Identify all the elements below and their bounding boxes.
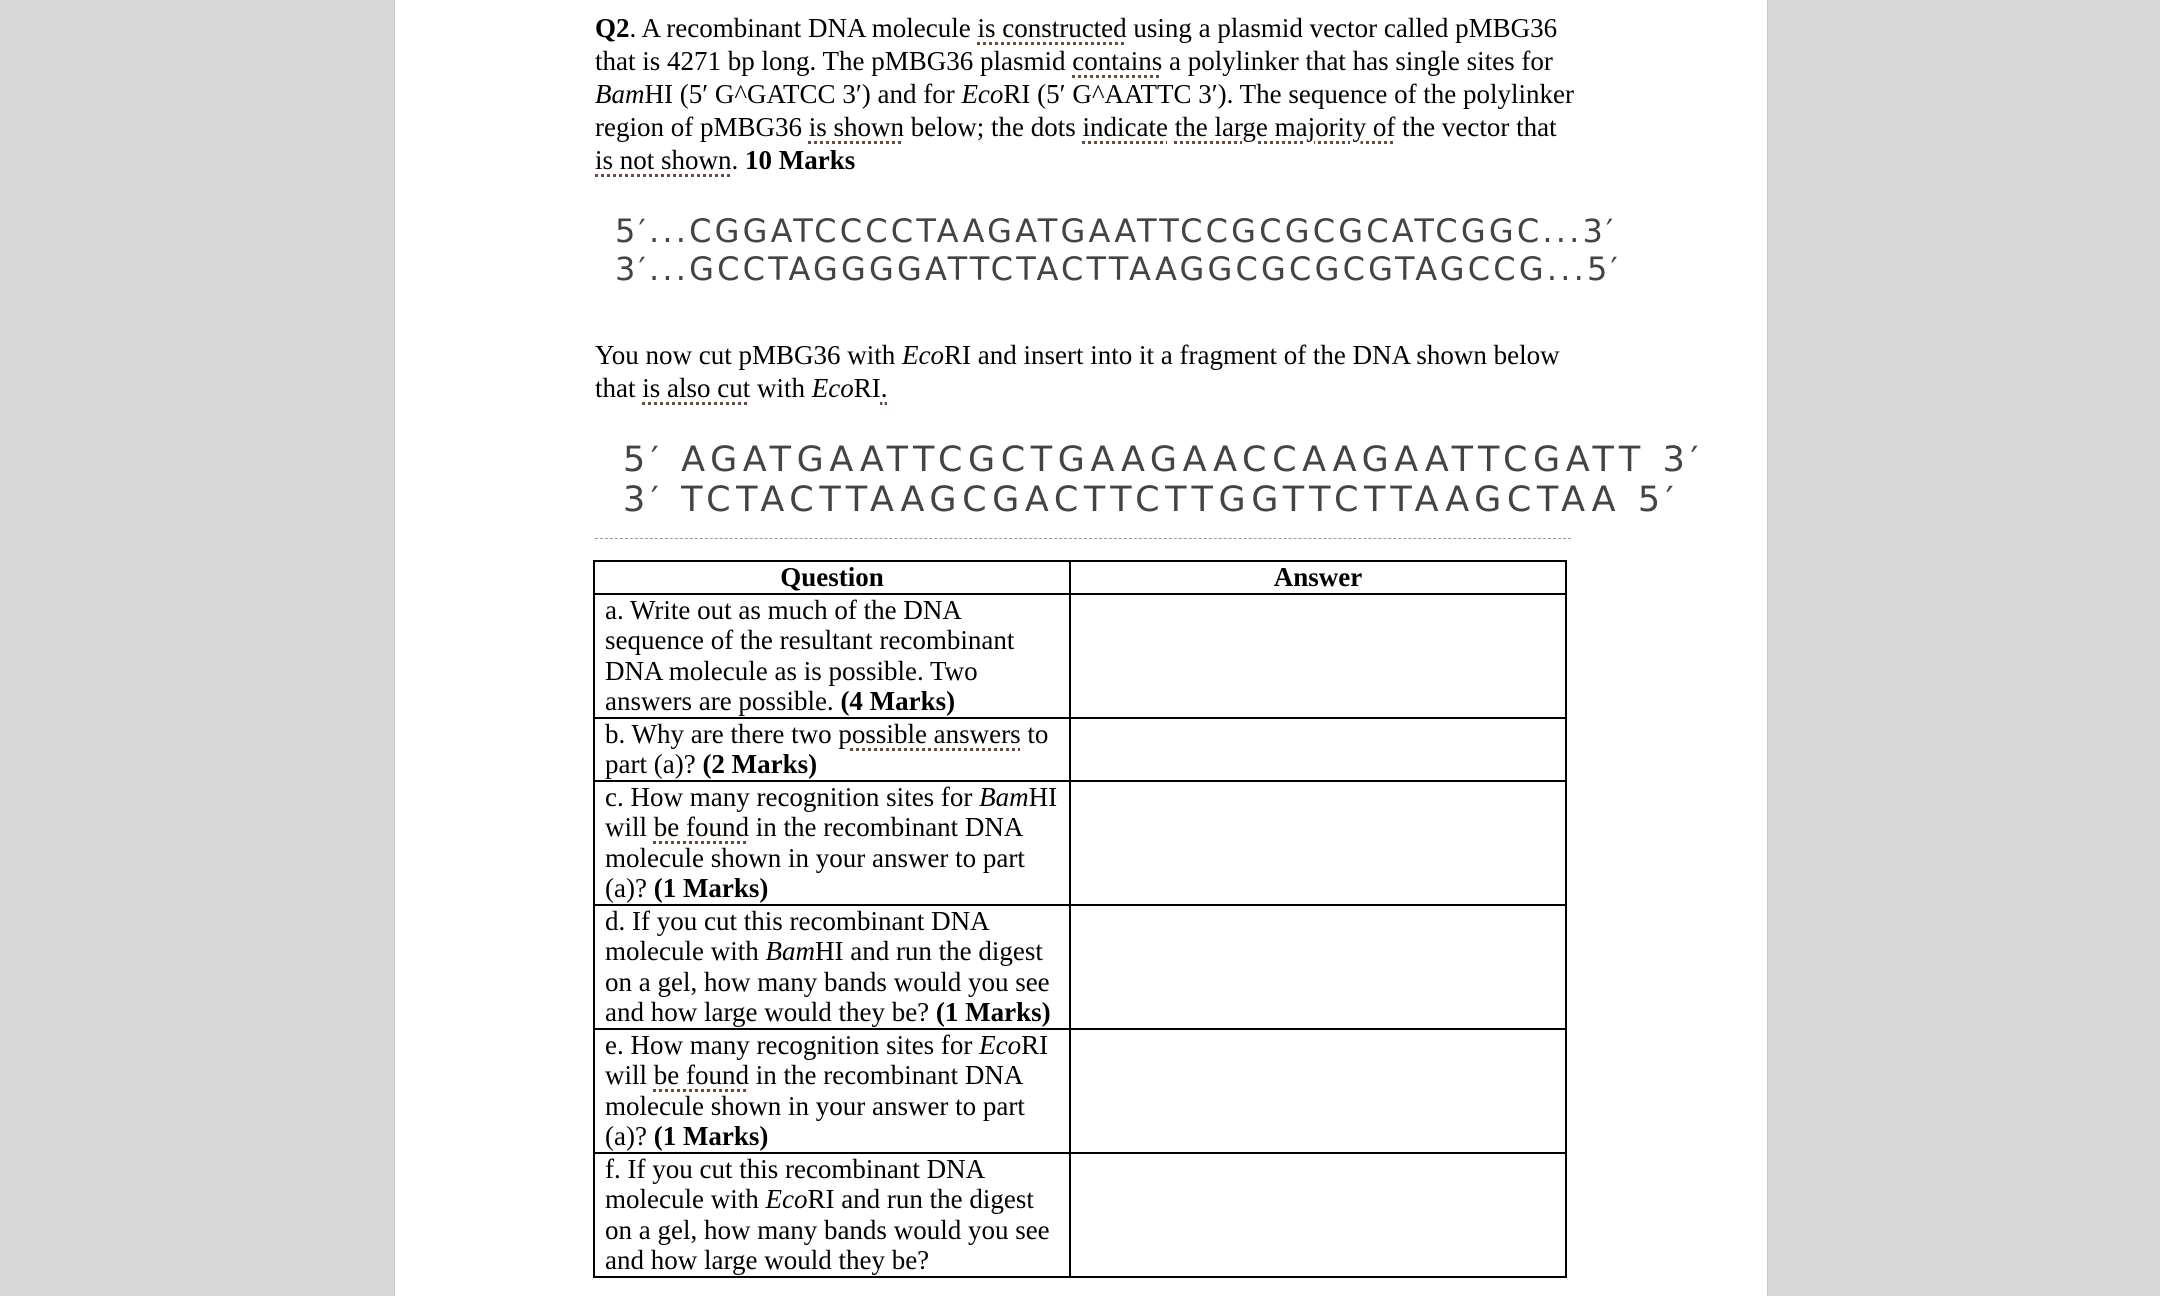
question-cell-c — [594, 781, 1070, 905]
table-header-row — [594, 561, 1566, 594]
grammar-flag[interactable]: is not shown — [595, 145, 732, 175]
table-row — [594, 1029, 1566, 1153]
cut-instruction-paragraph — [595, 339, 1575, 405]
marks-label: (2 Marks) — [702, 749, 818, 779]
marks-label: (4 Marks) — [840, 686, 956, 716]
polylinker-top-strand: 5′...CGGATCCCCTAAGATGAATTCCGCGCGCATCGGC...3′ — [615, 212, 1617, 250]
enzyme-italic: Eco — [979, 1029, 1022, 1060]
insert-fragment-sequence — [623, 440, 1704, 520]
polylinker-sequence — [615, 212, 1621, 288]
cut-text: You now cut pMBG36 with — [595, 340, 903, 370]
grammar-flag[interactable]: be found — [653, 812, 749, 842]
question-text: RI will — [605, 1029, 1049, 1090]
table-row — [594, 1153, 1566, 1277]
answer-cell-d[interactable] — [1070, 905, 1566, 1029]
intro-text: . A recombinant DNA molecule — [629, 13, 978, 43]
answer-cell-e[interactable] — [1070, 1029, 1566, 1153]
question-cell-d — [594, 905, 1070, 1029]
polylinker-bottom-strand: 3′...GCCTAGGGGATTCTACTTAAGGCGCGCGTAGCCG...5′ — [615, 250, 1621, 288]
question-text: HI will — [605, 781, 1058, 842]
grammar-flag[interactable]: be found — [653, 1060, 749, 1090]
intro-text: RI (5′ G^AATTC 3′). The sequence of the polylinker region of pMBG36 — [595, 79, 1575, 142]
question-cell-a — [594, 594, 1070, 718]
document-page — [394, 0, 1768, 1296]
enzyme-italic: Bam — [765, 936, 815, 966]
question-cell-f — [594, 1153, 1070, 1277]
question-text: RI and run the digest on a gel, how many bands would you see and how large would they be? — [605, 1184, 1050, 1275]
enzyme-italic: Eco — [765, 1184, 808, 1214]
cut-text: with — [750, 373, 812, 403]
answer-cell-f[interactable] — [1070, 1153, 1566, 1277]
section-divider — [595, 538, 1571, 539]
grammar-flag[interactable]: is shown — [808, 112, 904, 142]
enzyme-italic: Bam — [979, 781, 1029, 812]
question-text: in the recombinant DNA molecule shown in your answer to part (a)? — [605, 1060, 1025, 1151]
question-text: b. Why are there two — [605, 718, 839, 749]
cut-text: RI — [853, 373, 881, 403]
question-text: HI and run the digest on a gel, how many bands would you see and how large would they be? — [605, 936, 1050, 1027]
table-row — [594, 594, 1566, 718]
enzyme-italic: Bam — [595, 79, 645, 109]
grammar-flag[interactable]: indicate — [1082, 112, 1168, 142]
marks-label: (1 Marks) — [653, 873, 769, 903]
question-column-header: Question — [594, 561, 1070, 594]
answer-cell-a[interactable] — [1070, 594, 1566, 718]
intro-text: . — [731, 145, 746, 175]
table-row — [594, 905, 1566, 1029]
grammar-flag[interactable]: is also cut — [642, 373, 751, 403]
fragment-bottom-strand: 3′ TCTACTTAAGCGACTTCTTGGTTCTTAAGCTAA 5′ — [623, 480, 1680, 520]
intro-text: below; the dots — [904, 112, 1083, 142]
answer-column-header: Answer — [1070, 561, 1566, 594]
question-text: d. If you cut this recombinant DNA molecule with — [605, 905, 989, 966]
question-cell-b — [594, 718, 1070, 781]
intro-text: a polylinker that has single sites for — [1162, 46, 1553, 76]
answer-cell-c[interactable] — [1070, 781, 1566, 905]
intro-text: HI (5′ G^GATCC 3′) and for — [644, 79, 962, 109]
question-text: e. How many recognition sites for — [605, 1029, 980, 1060]
question-text: a. Write out as much of the DNA sequence of the resultant recombinant DNA molecule as is possible. Two answers are possible. — [605, 594, 1015, 716]
question-answer-table — [593, 560, 1567, 1278]
grammar-flag[interactable]: . — [880, 373, 888, 403]
intro-text: the vector that — [1395, 112, 1557, 142]
question-intro-paragraph — [595, 12, 1575, 177]
marks-label: (1 Marks) — [935, 997, 1051, 1027]
question-marks: 10 Marks — [745, 145, 856, 175]
enzyme-italic: Eco — [902, 340, 945, 370]
question-text: c. How many recognition sites for — [605, 781, 980, 812]
marks-label: (1 Marks) — [653, 1121, 769, 1151]
table-row — [594, 781, 1566, 905]
question-label: Q2 — [595, 13, 630, 43]
intro-text — [1168, 112, 1175, 142]
cut-text: RI and insert into it a fragment of the DNA shown below that — [595, 340, 1560, 403]
answer-cell-b[interactable] — [1070, 718, 1566, 781]
grammar-flag[interactable]: contains — [1072, 46, 1163, 76]
question-text: in the recombinant DNA molecule shown in your answer to part (a)? — [605, 812, 1025, 903]
enzyme-italic: Eco — [961, 79, 1004, 109]
question-text: f. If you cut this recombinant DNA molecule with — [605, 1153, 984, 1214]
table-row — [594, 718, 1566, 781]
enzyme-italic: Eco — [811, 373, 854, 403]
fragment-top-strand: 5′ AGATGAATTCGCTGAAGAACCAAGAATTCGATT 3′ — [623, 440, 1705, 480]
question-text: to part (a)? — [605, 718, 1049, 779]
question-cell-e — [594, 1029, 1070, 1153]
grammar-flag[interactable]: is constructed — [977, 13, 1127, 43]
intro-text: using a plasmid vector called pMBG36 that is 4271 bp long. The pMBG36 plasmid — [595, 13, 1558, 76]
grammar-flag[interactable]: the large majority of — [1174, 112, 1396, 142]
grammar-flag[interactable]: possible answers — [838, 718, 1021, 749]
